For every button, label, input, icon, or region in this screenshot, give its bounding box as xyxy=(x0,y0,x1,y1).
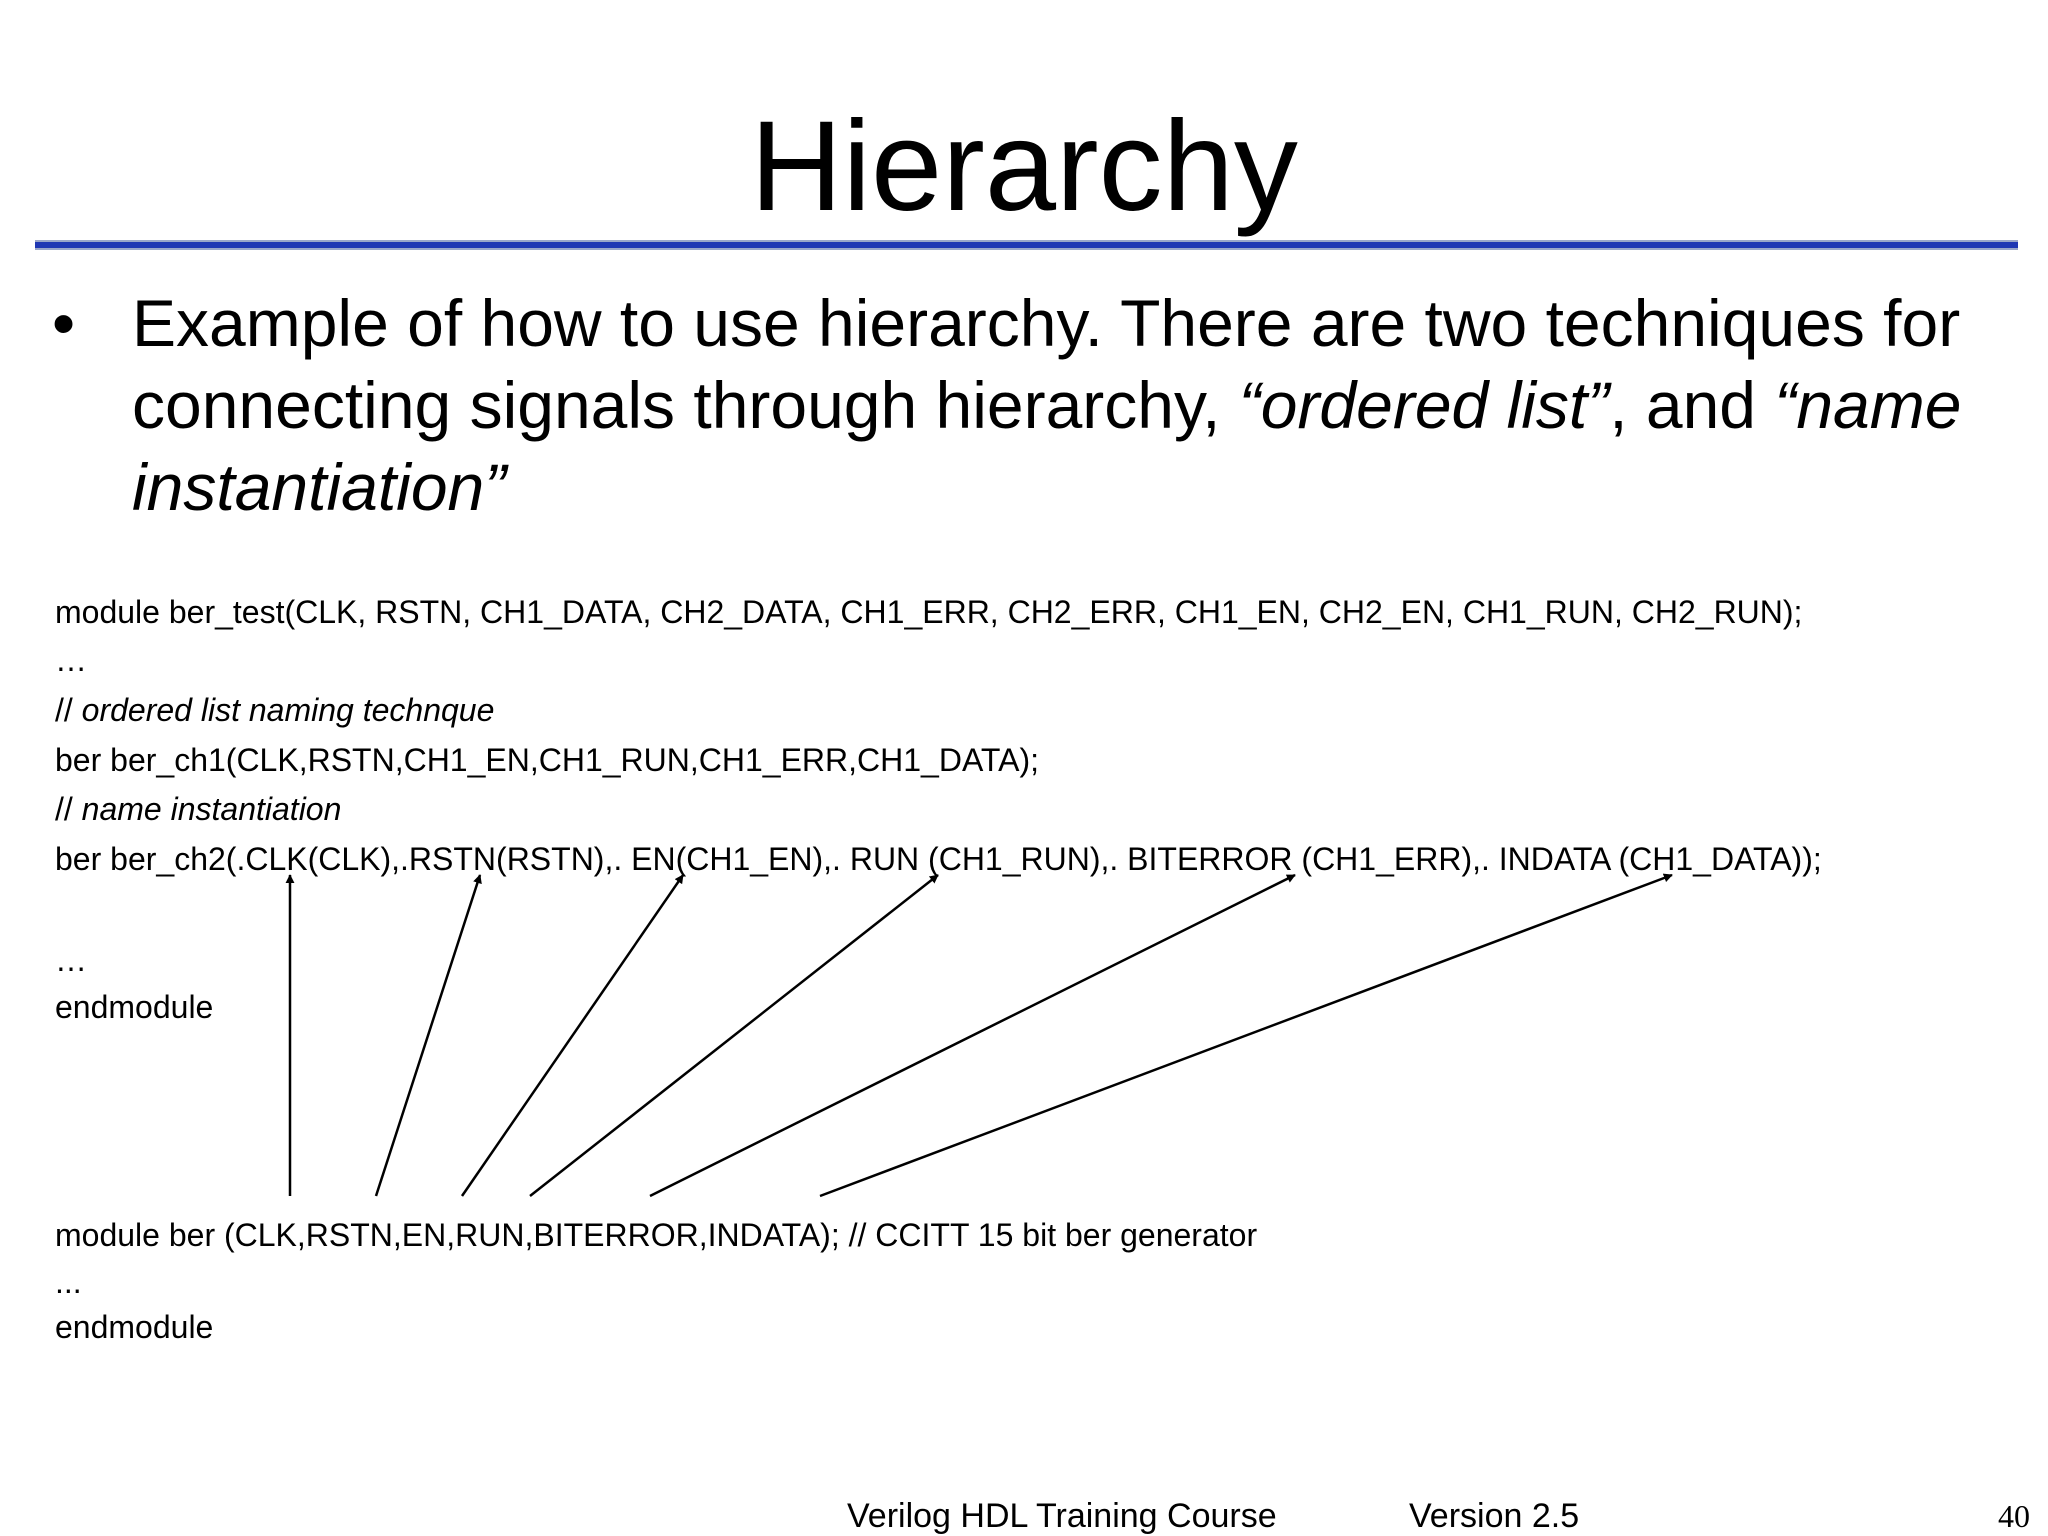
arrow-biterror xyxy=(650,875,1295,1196)
comment-text: name instantiation xyxy=(81,791,342,827)
footer-course-title: Verilog HDL Training Course xyxy=(847,1497,1277,1535)
code-ellipsis: … xyxy=(55,942,87,978)
arrow-run xyxy=(530,875,938,1196)
code-endmodule: endmodule xyxy=(55,1309,214,1345)
code-named-instance: ber ber_ch2(.CLK(CLK),.RSTN(RSTN),. EN(CH1_EN),. RUN (CH1_RUN),. BITERROR (CH1_ERR),. INDATA (CH1_DATA)); xyxy=(55,841,1822,877)
arrow-indata xyxy=(820,875,1672,1196)
footer-version: Version 2.5 xyxy=(1409,1497,1580,1535)
code-ordered-instance: ber ber_ch1(CLK,RSTN,CH1_EN,CH1_RUN,CH1_ERR,CH1_DATA); xyxy=(55,742,1039,778)
page-number: 40 xyxy=(1998,1498,2030,1534)
bullet-icon: • xyxy=(52,286,76,360)
code-endmodule: endmodule xyxy=(55,989,214,1025)
arrow-en xyxy=(462,875,683,1196)
code-ellipsis: … xyxy=(55,642,87,678)
arrow-rstn xyxy=(376,875,480,1196)
comment-slashes: // xyxy=(55,791,82,827)
code-module-decl: module ber_test(CLK, RSTN, CH1_DATA, CH2_DATA, CH1_ERR, CH2_ERR, CH1_EN, CH2_EN, CH1_RUN, CH2_RUN); xyxy=(55,594,1803,630)
code-ellipsis: ... xyxy=(55,1264,82,1300)
comment-slashes: // xyxy=(55,692,82,728)
bullet-italic-name-instantiation: “name instantiation” xyxy=(132,368,1962,524)
bullet-text-part1: Example of how to use hierarchy. There are two techniques for connecting signals through hierarchy, xyxy=(132,286,1961,442)
slide-title: Hierarchy xyxy=(750,95,1298,238)
code-ber-module-decl: module ber (CLK,RSTN,EN,RUN,BITERROR,INDATA); // CCITT 15 bit ber generator xyxy=(55,1217,1258,1253)
comment-text: ordered list naming technque xyxy=(81,692,495,728)
bullet-italic-ordered-list: “ordered list” xyxy=(1238,368,1610,442)
bullet-text-part2: , and xyxy=(1609,368,1775,442)
